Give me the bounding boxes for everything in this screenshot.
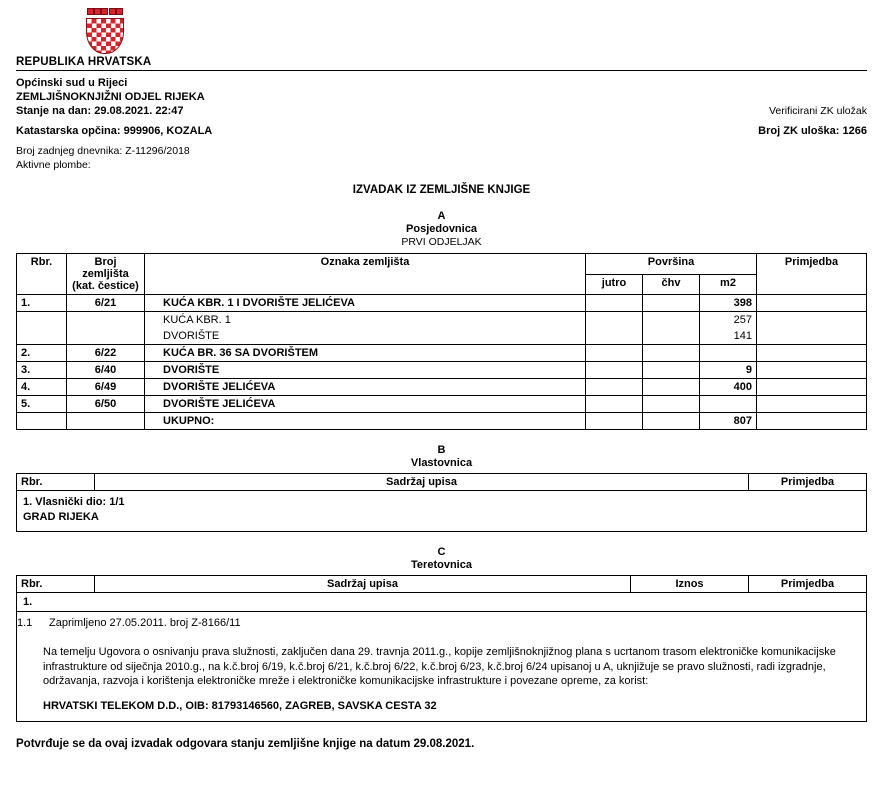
section-c-letter: C — [437, 546, 446, 558]
table-row — [17, 345, 867, 362]
cell-broj — [67, 413, 145, 430]
col-oznaka-zemljista: Oznaka zemljišta — [145, 254, 586, 295]
col-jutro: jutro — [586, 274, 643, 295]
cell-oznaka: DVORIŠTE — [145, 328, 586, 345]
crest-container — [16, 0, 867, 56]
entry-paragraph: Na temelju Ugovora o osnivanju prava služnosti, zaključen dana 29. travnja 2011.g., kopije zemljišnoknjižnog plana s ucrtanom trasom elektroničke komunikacijske infrastrukture od siječnja 2010.g., na k.č.broj 6/19, k.č.broj 6/21, k.č.broj 6/22, k.č.broj 6/23, k.č.broj 6/24 upisanoj u A, uknjižuje se pravo služnosti, radi izgradnje, održavanja, razvoja i korištenja elektroničke mreže i elektroničke komunikacijske infrastrukture i povezane opreme, za korist: — [43, 646, 836, 687]
cell-rbr — [17, 413, 67, 430]
col-iznos: Iznos — [631, 576, 749, 593]
active-seals: Aktivne plombe: — [16, 159, 91, 171]
table-row — [17, 593, 867, 612]
section-a-subtitle: PRVI ODJELJAK — [401, 236, 482, 248]
cell-chv — [643, 345, 700, 362]
cell-rbr: 5. — [17, 396, 67, 413]
cell-broj — [67, 312, 145, 329]
section-a-letter: A — [437, 210, 446, 222]
cell-jutro — [586, 328, 643, 345]
cell-m2 — [700, 345, 757, 362]
section-c-name: Teretovnica — [411, 559, 472, 571]
cell-broj — [67, 328, 145, 345]
table-row — [17, 362, 867, 379]
cell-oznaka: KUĆA KBR. 1 — [145, 312, 586, 329]
entry-beneficiary: HRVATSKI TELEKOM D.D., OIB: 81793146560, ZAGREB, SAVSKA CESTA 32 — [43, 699, 437, 712]
zk-number: Broj ZK uloška: 1266 — [758, 125, 867, 137]
col-sadrzaj-upisa: Sadržaj upisa — [95, 576, 631, 593]
col-rbr: Rbr. — [17, 254, 67, 295]
cell-broj: 6/21 — [67, 295, 145, 312]
cell-chv — [643, 295, 700, 312]
cell-jutro — [586, 312, 643, 329]
table-row — [17, 491, 867, 532]
croatian-coat-of-arms-icon — [86, 8, 124, 54]
col-rbr: Rbr. — [17, 474, 95, 491]
cell-total-primjedba — [757, 413, 867, 430]
cell-oznaka: KUĆA KBR. 1 I DVORIŠTE JELIĆEVA — [145, 295, 586, 312]
cell-chv — [643, 312, 700, 329]
table-header-row — [17, 474, 867, 491]
table-header-row — [17, 254, 867, 275]
cell-m2: 141 — [700, 328, 757, 345]
cell-rbr: 4. — [17, 379, 67, 396]
col-broj-line3: (kat. čestice) — [72, 280, 139, 292]
owner-name: GRAD RIJEKA — [23, 511, 99, 523]
cell-m2: 398 — [700, 295, 757, 312]
table-row — [17, 312, 867, 329]
document-title: IZVADAK IZ ZEMLJIŠNE KNJIGE — [352, 184, 531, 196]
sub-entry-title: Zaprimljeno 27.05.2011. broj Z-8166/11 — [49, 617, 241, 629]
cell-chv — [643, 379, 700, 396]
cell-jutro — [586, 345, 643, 362]
cell-broj: 6/22 — [67, 345, 145, 362]
cell-jutro — [586, 295, 643, 312]
cell-m2: 257 — [700, 312, 757, 329]
entry-text-block — [17, 631, 866, 721]
col-m2: m2 — [700, 274, 757, 295]
cell-oznaka: DVORIŠTE JELIĆEVA — [145, 396, 586, 413]
cell-broj: 6/40 — [67, 362, 145, 379]
cell-primjedba — [757, 295, 867, 312]
cadastral-municipality: Katastarska opčina: 999906, KOZALA — [16, 125, 213, 137]
cell-oznaka: DVORIŠTE JELIĆEVA — [145, 379, 586, 396]
cell-broj: 6/50 — [67, 396, 145, 413]
cell-primjedba — [757, 328, 867, 345]
court-name: Općinski sud u Rijeci — [16, 77, 128, 89]
section-b-letter: B — [437, 444, 446, 456]
last-journal-number: Broj zadnjeg dnevnika: Z-11296/2018 — [16, 145, 190, 157]
section-b-name: Vlastovnica — [410, 457, 473, 469]
col-broj-line2: zemljišta — [82, 268, 129, 280]
cell-rbr: 1. — [17, 295, 67, 312]
cell-jutro — [586, 396, 643, 413]
cell-jutro — [586, 379, 643, 396]
cell-primjedba — [757, 379, 867, 396]
cell-rbr — [17, 312, 67, 329]
col-primjedba: Primjedba — [749, 576, 867, 593]
sub-entry-number: 1.1 — [17, 617, 33, 629]
cell-total-jutro — [586, 413, 643, 430]
cell-oznaka: KUĆA BR. 36 SA DVORIŠTEM — [145, 345, 586, 362]
owner-share: 1. Vlasnički dio: 1/1 — [23, 496, 125, 508]
cell-entry-body — [17, 612, 867, 722]
table-posjedovnica — [16, 253, 867, 430]
table-row — [17, 396, 867, 413]
cell-chv — [643, 362, 700, 379]
cell-chv — [643, 328, 700, 345]
table-vlastovnica — [16, 473, 867, 532]
cell-oznaka: DVORIŠTE — [145, 362, 586, 379]
col-rbr: Rbr. — [17, 576, 95, 593]
col-primjedba: Primjedba — [749, 474, 867, 491]
table-total-row — [17, 413, 867, 430]
cell-primjedba — [757, 345, 867, 362]
verified-label: Verificirani ZK uložak — [768, 105, 867, 117]
department-name: ZEMLJIŠNOKNJIŽNI ODJEL RIJEKA — [16, 91, 205, 103]
cell-chv — [643, 396, 700, 413]
country-title: REPUBLIKA HRVATSKA — [16, 56, 152, 68]
confirmation-note: Potvrđuje se da ovaj izvadak odgovara stanju zemljišne knjige na datum 29.08.2021. — [16, 738, 475, 750]
cell-total-m2: 807 — [700, 413, 757, 430]
table-row — [17, 328, 867, 345]
cell-rbr: 3. — [17, 362, 67, 379]
col-povrsina: Površina — [586, 254, 757, 275]
header-divider — [16, 70, 867, 71]
cell-total-label: UKUPNO: — [145, 413, 586, 430]
cell-rbr: 2. — [17, 345, 67, 362]
col-broj-zemljista — [67, 254, 145, 295]
cell-jutro — [586, 362, 643, 379]
col-chv: čhv — [643, 274, 700, 295]
table-header-row — [17, 576, 867, 593]
table-row — [17, 295, 867, 312]
col-broj-line1: Broj — [94, 256, 117, 268]
cell-m2 — [700, 396, 757, 413]
state-as-of: Stanje na dan: 29.08.2021. 22:47 — [16, 105, 184, 117]
table-row — [17, 612, 867, 722]
cell-total-chv — [643, 413, 700, 430]
cell-rbr — [17, 328, 67, 345]
cell-m2: 400 — [700, 379, 757, 396]
cell-entry-number: 1. — [17, 593, 867, 612]
cell-m2: 9 — [700, 362, 757, 379]
col-primjedba: Primjedba — [757, 254, 867, 295]
cell-broj: 6/49 — [67, 379, 145, 396]
cell-owner-entry — [17, 491, 867, 532]
col-sadrzaj-upisa: Sadržaj upisa — [95, 474, 749, 491]
table-teretovnica — [16, 575, 867, 722]
cell-primjedba — [757, 396, 867, 413]
cell-primjedba — [757, 362, 867, 379]
cell-primjedba — [757, 312, 867, 329]
section-a-name: Posjedovnica — [406, 223, 477, 235]
table-row — [17, 379, 867, 396]
